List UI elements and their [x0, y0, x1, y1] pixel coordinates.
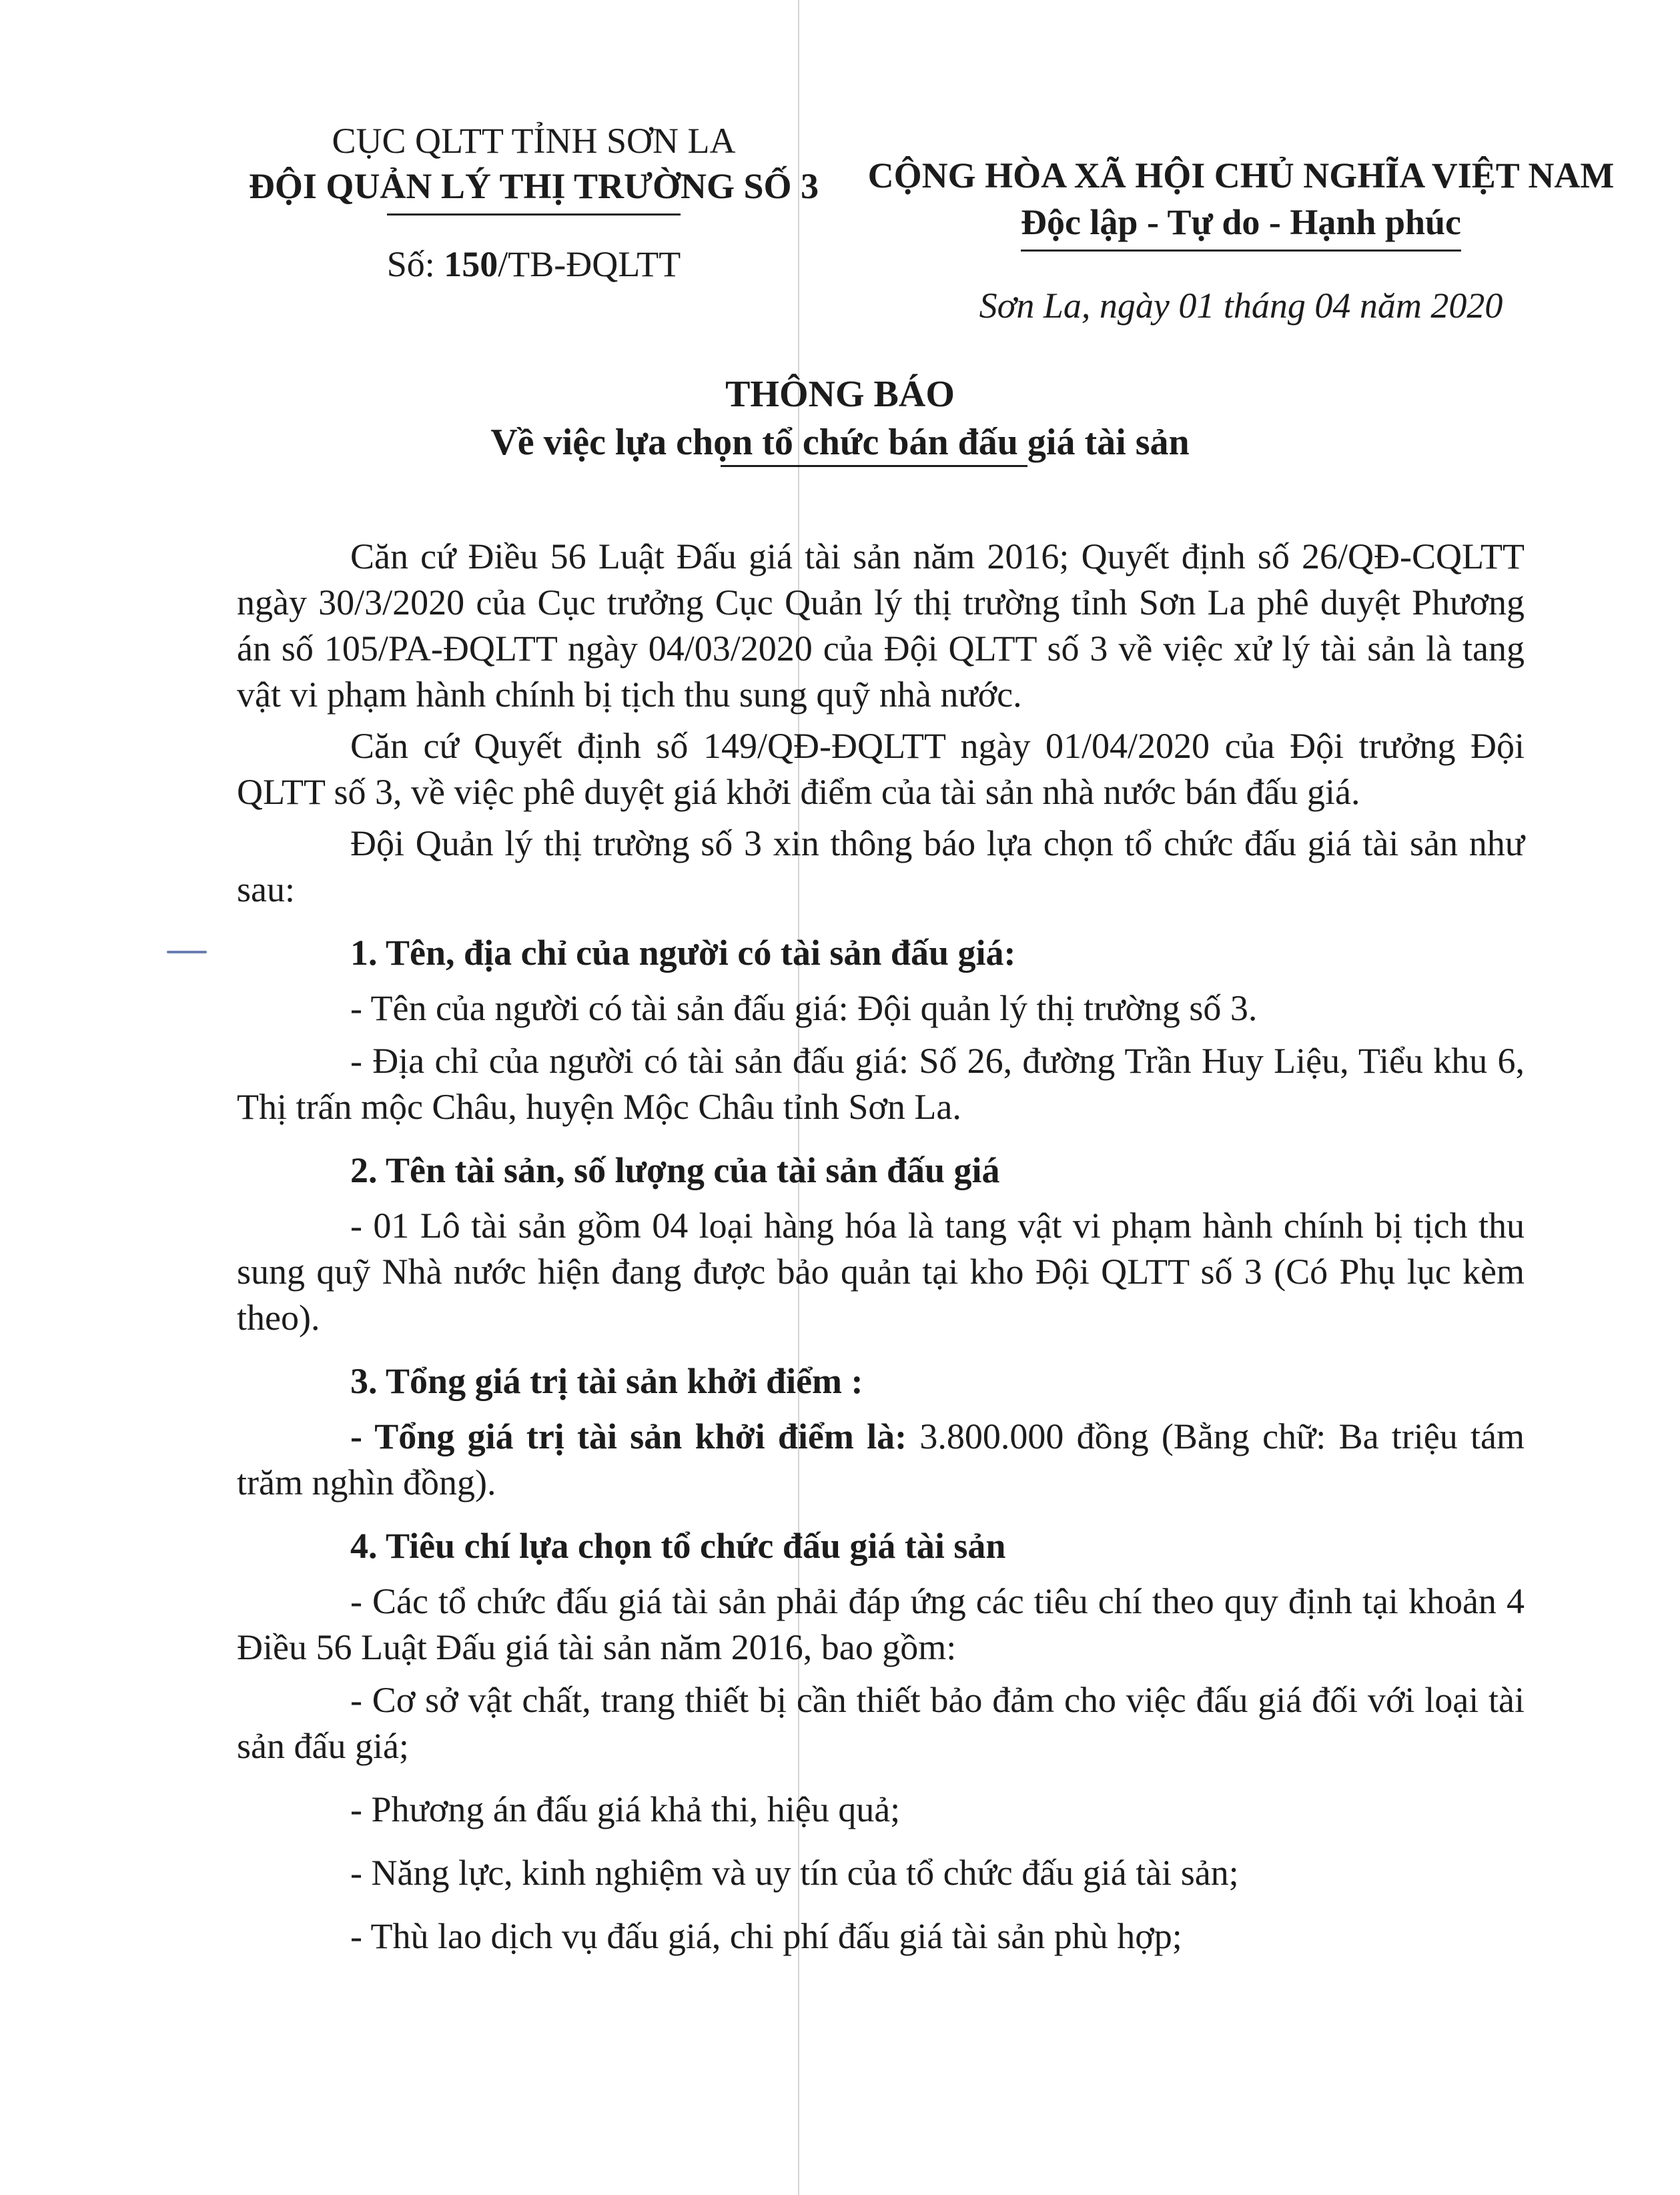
document-body: [237, 534, 1525, 1966]
scan-speck: [167, 951, 207, 953]
section-3-heading: 3. Tổng giá trị tài sản khởi điểm :: [350, 1361, 863, 1401]
section-1-heading: 1. Tên, địa chỉ của người có tài sản đấu giá:: [350, 933, 1016, 973]
section-4-criteria-plan: - Phương án đấu giá khả thi, hiệu quả;: [350, 1789, 901, 1829]
document-subtitle: Về việc lựa chọn tổ chức bán đấu giá tài sản: [490, 422, 1190, 463]
header-right: [847, 152, 1635, 328]
unit-name: ĐỘI QUẢN LÝ THỊ TRƯỜNG SỐ 3: [248, 166, 819, 206]
title-block: [0, 370, 1680, 466]
agency-name: CỤC QLTT TỈNH SƠN LA: [332, 121, 736, 161]
section-4-criteria-fees: - Thù lao dịch vụ đấu giá, chi phí đấu giá tài sản phù hợp;: [350, 1916, 1182, 1956]
section-2-asset-description: - 01 Lô tài sản gồm 04 loại hàng hóa là tang vật vi phạm hành chính bị tịch thu sung quỹ Nhà nước hiện đang được bảo quản tại kho Đội QLTT số 3 (Có Phụ lục kèm theo).: [237, 1206, 1525, 1338]
section-1-owner-name: - Tên của người có tài sản đấu giá: Đội quản lý thị trường số 3.: [350, 988, 1258, 1028]
paragraph-legal-basis-2: Căn cứ Quyết định số 149/QĐ-ĐQLTT ngày 01/04/2020 của Đội trưởng Đội QLTT số 3, về việc phê duyệt giá khởi điểm của tài sản nhà nước bán đấu giá.: [237, 726, 1525, 812]
doc-number-suffix: /TB-ĐQLTT: [498, 244, 681, 284]
total-value-label: - Tổng giá trị tài sản khởi điểm là:: [350, 1416, 907, 1456]
country-name: CỘNG HÒA XÃ HỘI CHỦ NGHĨA VIỆT NAM: [867, 155, 1615, 195]
section-4-criteria-facilities: - Cơ sở vật chất, trang thiết bị cần thiết bảo đảm cho việc đấu giá đối với loại tài sản đấu giá;: [237, 1680, 1525, 1766]
document-number: [220, 242, 847, 286]
total-value-amount: 3.800.000 đồng (Bằng chữ: Ba triệu tám trăm nghìn đồng).: [237, 1416, 1525, 1502]
unit-underline: [387, 213, 681, 215]
header-left: [220, 119, 847, 286]
section-2-heading: 2. Tên tài sản, số lượng của tài sản đấu giá: [350, 1150, 1000, 1190]
place-date: Sơn La, ngày 01 tháng 04 năm 2020: [979, 286, 1503, 326]
section-4-heading: 4. Tiêu chí lựa chọn tổ chức đấu giá tài sản: [350, 1526, 1006, 1566]
doc-number-prefix: Số:: [386, 244, 444, 284]
section-4-criteria-intro: - Các tổ chức đấu giá tài sản phải đáp ứng các tiêu chí theo quy định tại khoản 4 Điều 56 Luật Đấu giá tài sản năm 2016, bao gồm:: [237, 1581, 1525, 1667]
section-4-criteria-capacity: - Năng lực, kinh nghiệm và uy tín của tổ chức đấu giá tài sản;: [350, 1853, 1239, 1893]
title-underline: [721, 465, 1027, 467]
paragraph-announcement: Đội Quản lý thị trường số 3 xin thông báo lựa chọn tổ chức đấu giá tài sản như sau:: [237, 823, 1525, 909]
doc-number-value: 150: [444, 244, 498, 284]
section-3-total-value: [237, 1414, 1525, 1506]
section-1-owner-address: - Địa chỉ của người có tài sản đấu giá: Số 26, đường Trần Huy Liệu, Tiểu khu 6, Thị trấn mộc Châu, huyện Mộc Châu tỉnh Sơn La.: [237, 1041, 1525, 1127]
national-motto: Độc lập - Tự do - Hạnh phúc: [1021, 199, 1461, 252]
paragraph-legal-basis-1: Căn cứ Điều 56 Luật Đấu giá tài sản năm 2016; Quyết định số 26/QĐ-CQLTT ngày 30/3/2020 của Cục trưởng Cục Quản lý thị trường tỉnh Sơn La phê duyệt Phương án số 105/PA-ĐQLTT ngày 04/03/2020 của Đội QLTT số 3 về việc xử lý tài sản là tang vật vi phạm hành chính bị tịch thu sung quỹ nhà nước.: [237, 536, 1525, 715]
document-title: THÔNG BÁO: [725, 374, 955, 415]
